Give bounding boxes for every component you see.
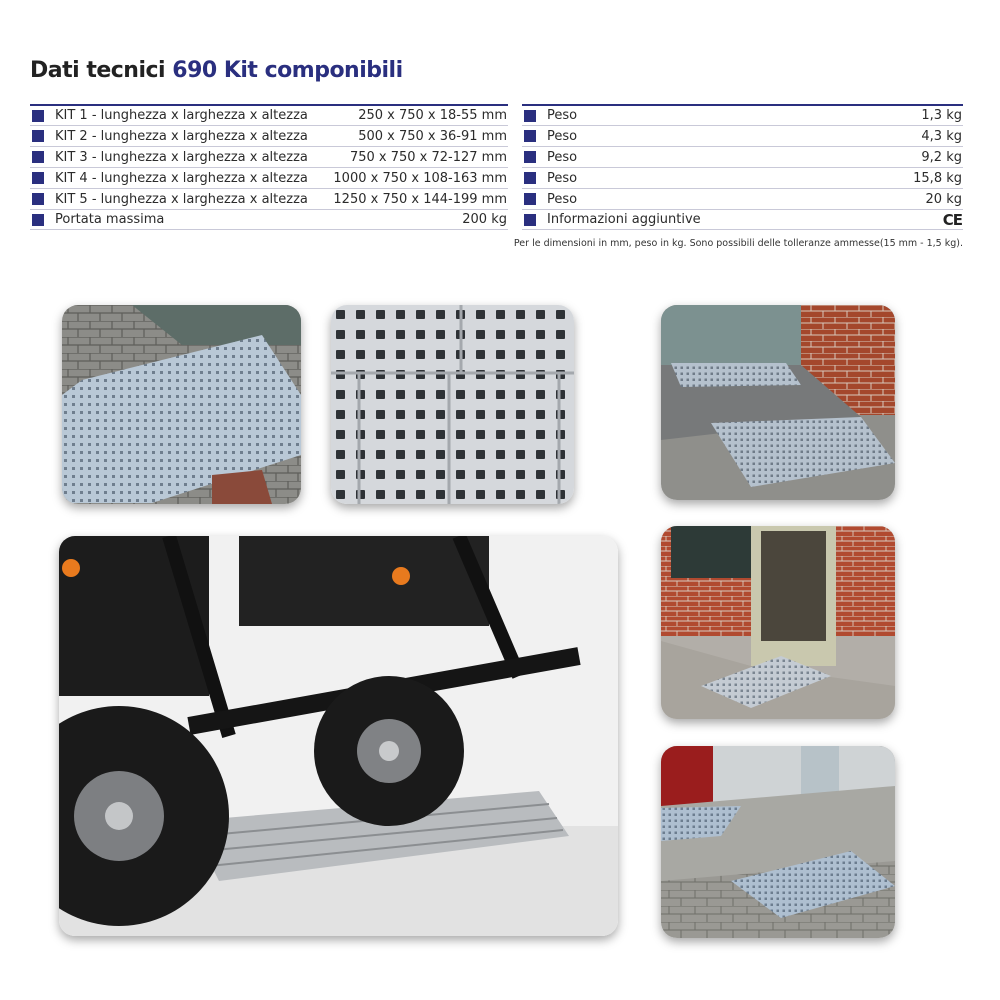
spec-row xyxy=(30,167,508,188)
square-bullet-icon xyxy=(32,130,44,142)
square-bullet-icon xyxy=(32,172,44,184)
square-bullet-icon xyxy=(524,193,536,205)
spec-label: KIT 4 - lunghezza x larghezza x altezza xyxy=(55,170,308,186)
ramp-grid-closeup-photo xyxy=(331,305,574,504)
spec-value: 1000 x 750 x 108-163 mm xyxy=(333,170,507,186)
spec-row xyxy=(522,188,963,209)
spec-label: Peso xyxy=(547,128,578,144)
spec-value: 750 x 750 x 72-127 mm xyxy=(349,149,507,165)
spec-label: KIT 3 - lunghezza x larghezza x altezza xyxy=(55,149,308,165)
ramp-on-pavement-photo xyxy=(62,305,301,504)
doorway-ramp-brick-photo xyxy=(661,305,895,500)
spec-row xyxy=(522,146,963,167)
wheelchair-on-ramp-photo xyxy=(59,536,618,936)
spec-value: 20 kg xyxy=(925,191,962,207)
spec-label: Peso xyxy=(547,191,578,207)
square-bullet-icon xyxy=(524,214,536,226)
spec-label: Informazioni aggiuntive xyxy=(547,212,701,227)
spec-label: Peso xyxy=(547,149,578,165)
square-bullet-icon xyxy=(32,151,44,163)
spec-row xyxy=(522,167,963,188)
spec-row xyxy=(522,209,963,230)
spec-label: KIT 2 - lunghezza x larghezza x altezza xyxy=(55,128,308,144)
spec-value: 250 x 750 x 18-55 mm xyxy=(358,108,507,123)
square-bullet-icon xyxy=(524,130,536,142)
square-bullet-icon xyxy=(32,214,44,226)
spec-label: Peso xyxy=(547,108,578,123)
storefront-ramp-photo xyxy=(661,526,895,719)
spec-value: 15,8 kg xyxy=(913,170,962,186)
spec-value: 500 x 750 x 36-91 mm xyxy=(358,128,507,144)
spec-row xyxy=(522,104,963,125)
title-product: 690 Kit componibili xyxy=(172,58,403,83)
spec-row xyxy=(30,125,508,146)
spec-row xyxy=(30,209,508,230)
square-bullet-icon xyxy=(524,151,536,163)
spec-value: 200 kg xyxy=(462,212,507,227)
spec-value: 4,3 kg xyxy=(921,128,962,144)
square-bullet-icon xyxy=(524,110,536,122)
spec-label: KIT 5 - lunghezza x larghezza x altezza xyxy=(55,191,308,207)
spec-label: Portata massima xyxy=(55,212,165,227)
spec-row xyxy=(522,125,963,146)
entrance-step-ramp-photo xyxy=(661,746,895,938)
spec-row xyxy=(30,146,508,167)
page-title xyxy=(30,58,403,83)
spec-label: Peso xyxy=(547,170,578,186)
spec-label: KIT 1 - lunghezza x larghezza x altezza xyxy=(55,108,308,123)
title-prefix: Dati tecnici xyxy=(30,58,166,83)
ce-mark-icon: CE xyxy=(942,210,962,229)
square-bullet-icon xyxy=(524,172,536,184)
square-bullet-icon xyxy=(32,193,44,205)
spec-value: 9,2 kg xyxy=(921,149,962,165)
footnote: Per le dimensioni in mm, peso in kg. Sono possibili delle tolleranze ammesse(15 mm - 1,5 kg). xyxy=(513,238,963,249)
spec-row xyxy=(30,188,508,209)
spec-value: 1250 x 750 x 144-199 mm xyxy=(333,191,507,207)
square-bullet-icon xyxy=(32,110,44,122)
spec-table-weights xyxy=(522,104,963,230)
spec-table-dimensions xyxy=(30,104,508,230)
spec-value: 1,3 kg xyxy=(921,108,962,123)
spec-row xyxy=(30,104,508,125)
